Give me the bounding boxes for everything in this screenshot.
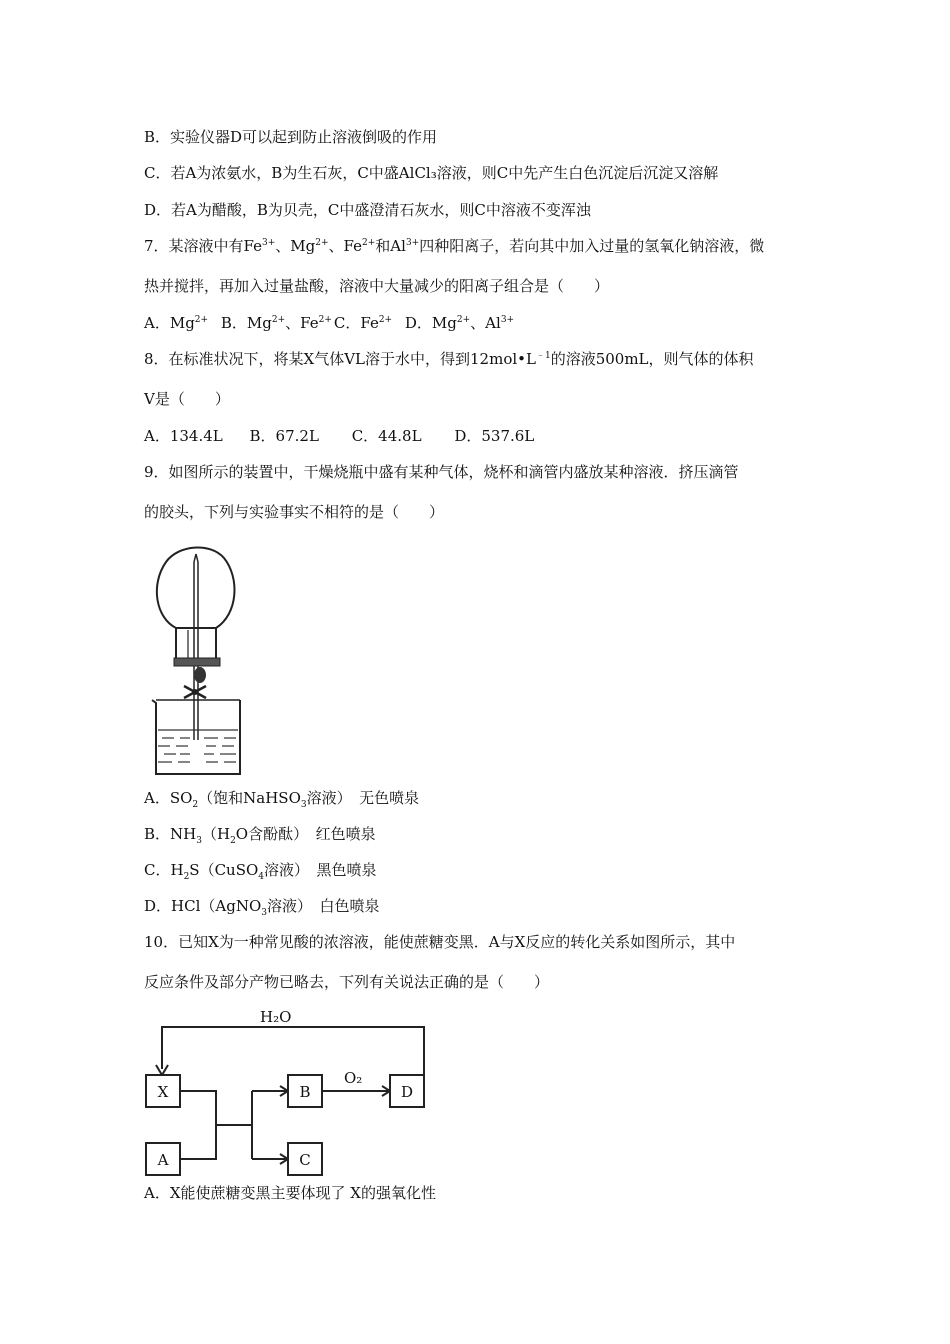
box-a-label: A [157, 1151, 169, 1169]
q8-stem-line2: V是（ ） [144, 390, 230, 408]
reaction-scheme-diagram [140, 1005, 440, 1180]
q9-option-c: C．$H_2S(CuSO_4$溶液） 黑色喷泉 [144, 861, 377, 882]
water-label: H₂O [260, 1008, 292, 1026]
box-d-label: D [400, 1083, 414, 1101]
q9-stem-line1: 9．如图所示的装置中，干燥烧瓶中盛有某种气体，烧杯和滴管内盛放某种溶液．挤压滴管 [144, 463, 739, 481]
box-c-label: C [299, 1151, 311, 1169]
box-b-label: B [299, 1083, 311, 1101]
fountain-apparatus-figure [148, 540, 248, 780]
q6-option-c: C．若A为浓氨水，B为生石灰，C中盛AlCl₃溶液，则C中先产生白色沉淀后沉淀又溶解 [144, 164, 719, 182]
q10-stem-line2: 反应条件及部分产物已略去，下列有关说法正确的是（ ） [144, 973, 550, 991]
q7-stem-line1: 7．某溶液中有$Fe^{3+}$、$Mg^{2+}$、$Fe^{2+}$和$Al^{3+}$四种阳离子，若向其中加入过量的氢氧化钠溶液，微 [144, 237, 765, 255]
q9-option-a: A．$SO_2$（饱和NaHSO$_3$溶液） 无色喷泉 [144, 789, 420, 810]
oxygen-label: O₂ [344, 1069, 363, 1087]
q10-stem-line1: 10．已知X为一种常见酸的浓溶液，能使蔗糖变黑．A与X反应的转化关系如图所示，其中 [144, 933, 736, 951]
q9-option-d: D．HCl（AgNO$_3$溶液） 白色喷泉 [144, 897, 380, 918]
q6-option-b: B．实验仪器D可以起到防止溶液倒吸的作用 [144, 128, 438, 146]
q6-option-d: D．若A为醋酸，B为贝壳，C中盛澄清石灰水，则C中溶液不变浑浊 [144, 201, 591, 219]
q10-option-a: A．X能使蔗糖变黑主要体现了 X的强氧化性 [144, 1184, 436, 1202]
q7-options: A．$Mg^{2+}$ B．$Mg^{2+}$、$Fe^{2+}$ C．$Fe^{2+}$ D．$Mg^{2+}$、$Al^{3+}$ [144, 314, 515, 332]
box-x-label: X [157, 1083, 169, 1101]
q8-option-d: D．537.6L [454, 427, 535, 445]
q8-option-b: B．67.2L [249, 427, 319, 445]
q8-option-c: C．44.8L [351, 427, 422, 445]
q9-stem-line2: 的胶头，下列与实验事实不相符的是（ ） [144, 503, 445, 521]
q8-options [144, 426, 534, 446]
q9-option-b: B．$NH_3(H_2O$含酚酞） 红色喷泉 [144, 825, 376, 846]
q8-option-a: A．134.4L [144, 427, 223, 445]
q8-stem-line1: 8．在标准状况下，将某X气体VL溶于水中，得到$12mol•L^{﹣1}$的溶液500mL，则气体的体积 [144, 350, 754, 368]
q7-stem-line2: 热并搅拌，再加入过量盐酸，溶液中大量减少的阳离子组合是（ ） [144, 277, 610, 295]
